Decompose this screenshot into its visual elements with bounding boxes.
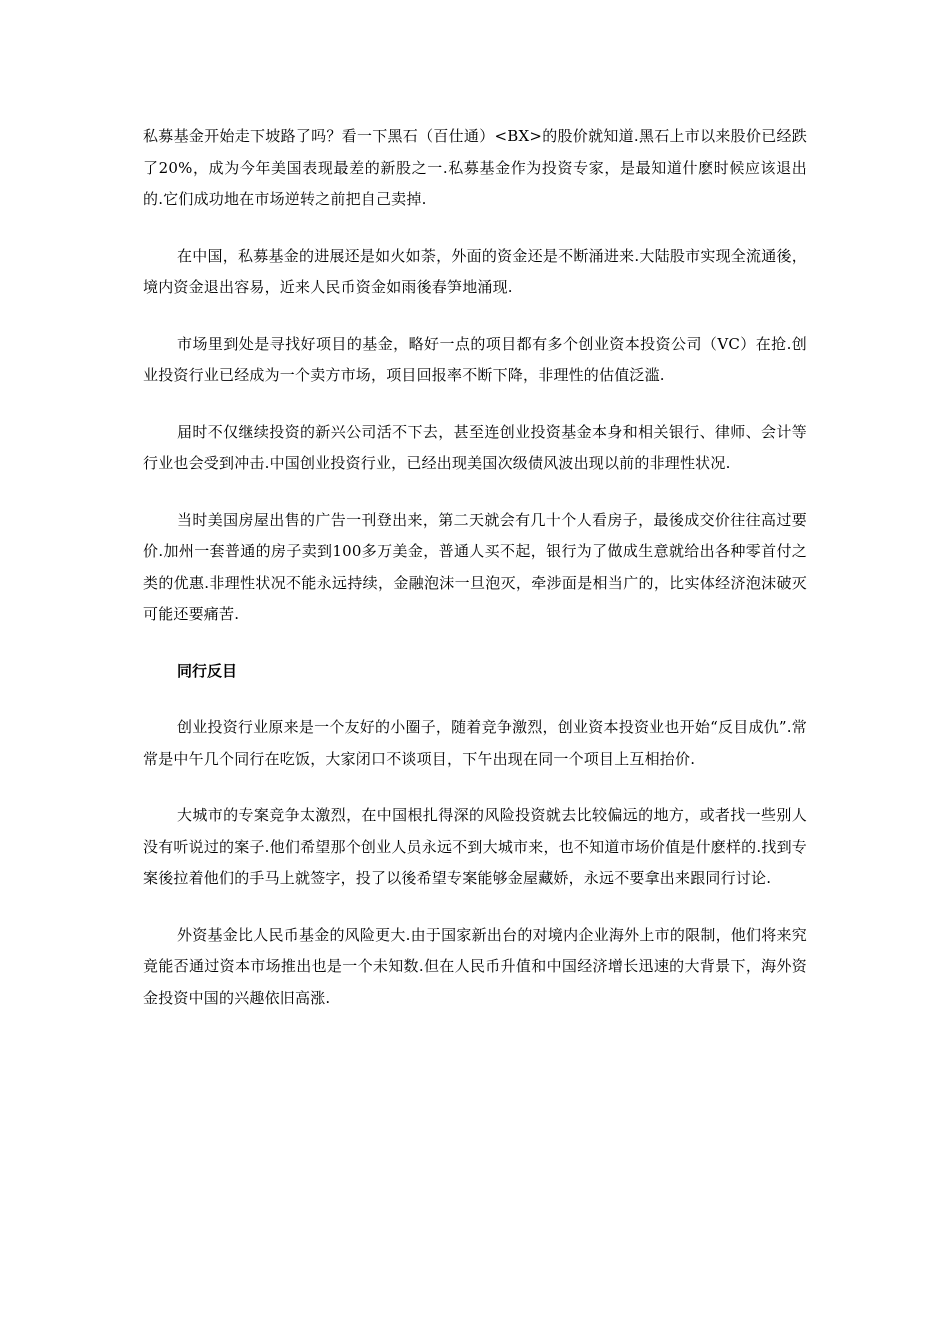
paragraph-1: 私募基金开始走下坡路了吗？看一下黑石（百仕通）<BX>的股价就知道.黑石上市以来股价已经跌了20%，成为今年美国表现最差的新股之一.私募基金作为投资专家，是最知道什麽时候应该退出的.它们成功地在市场逆转之前把自己卖掉. (143, 127, 807, 208)
paragraph-3: 市场里到处是寻找好项目的基金，略好一点的项目都有多个创业资本投资公司（VC）在抢.创业投资行业已经成为一个卖方市场，项目回报率不断下降，非理性的估值泛滥. (143, 334, 807, 384)
paragraph-5: 当时美国房屋出售的广告一刊登出来，第二天就会有几十个人看房子，最後成交价往往高过要价.加州一套普通的房子卖到100多万美金，普通人买不起，银行为了做成生意就给出各种零首付之类的优惠.非理性状况不能永远持续，金融泡沫一旦泡灭，牵涉面是相当广的，比实体经济泡沫破灭可能还要痛苦. (143, 510, 807, 623)
document-page (143, 121, 807, 1039)
paragraph-6: 创业投资行业原来是一个友好的小圈子，随着竞争激烈，创业资本投资业也开始“反目成仇”.常常是中午几个同行在吃饭，大家闭口不谈项目，下午出现在同一个项目上互相抬价. (143, 718, 807, 768)
paragraph-8: 外资基金比人民币基金的风险更大.由于国家新出台的对境内企业海外上市的限制，他们将来究竟能否通过资本市场推出也是一个未知数.但在人民币升值和中国经济增长迅速的大背景下，海外资金投资中国的兴趣依旧高涨. (143, 925, 807, 1007)
paragraph-7: 大城市的专案竞争太激烈，在中国根扎得深的风险投资就去比较偏远的地方，或者找一些别人没有听说过的案子.他们希望那个创业人员永远不到大城市来，也不知道市场价值是什麽样的.找到专案後拉着他们的手马上就签字，投了以後希望专案能够金屋藏娇，永远不要拿出来跟同行讨论. (143, 806, 807, 887)
section-heading: 同行反目 (177, 661, 238, 680)
paragraph-2: 在中国，私募基金的进展还是如火如荼，外面的资金还是不断涌进来.大陆股市实现全流通後，境内资金退出容易，近来人民币资金如雨後春笋地涌现. (143, 246, 807, 296)
paragraph-4: 届时不仅继续投资的新兴公司活不下去，甚至连创业投资基金本身和相关银行、律师、会计等行业也会受到冲击.中国创业投资行业，已经出现美国次级债风波出现以前的非理性状况. (143, 422, 807, 472)
